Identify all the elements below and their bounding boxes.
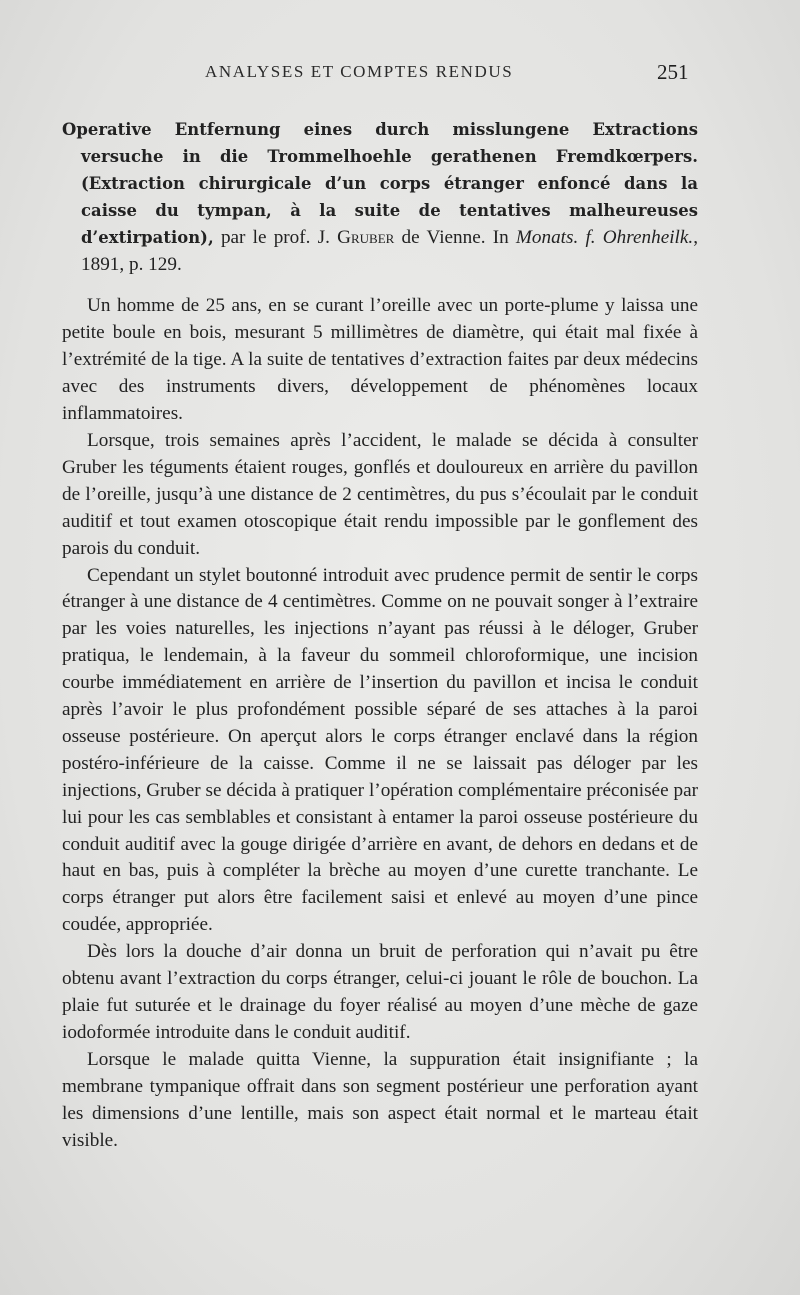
page-number: 251 (657, 60, 689, 84)
paragraph-2: Lorsque, trois semaines après l’accident, le malade se décida à consulter Gruber les téguments étaient rouges, gonflés et douloureux en arrière du pavillon de l’oreille, jusqu’à une distance de 2 centimètres, du pus s’écoulait par le conduit auditif et tout examen otoscopique était rendu impossible par le gonflement des parois du conduit. (62, 429, 698, 559)
paragraph-4: Dès lors la douche d’air donna un bruit de perforation qui n’avait pu être obtenu avant l’extraction du corps étranger, celui-ci jouant le rôle de bouchon. La plaie fut suturée et le drainage du foyer réalisé au moyen d’une mèche de gaze iodoformée introduite dans le conduit auditif. (62, 941, 698, 1043)
author-name: Gruber (337, 226, 395, 248)
running-title: ANALYSES ET COMPTES RENDUS (205, 62, 514, 81)
paragraph-3: Cependant un stylet boutonné introduit avec prudence permit de sentir le corps étranger à une distance de 4 centimètres. Comme on ne pouvait songer à l’extraire par les voies naturelles, les injections n’ayant pas réussi à le déloger, Gruber pratiqua, le lendemain, à la faveur du sommeil chloroformique, une incision courbe immédiatement en arrière de l’insertion du pavillon et incisa le conduit après l’avoir le plus profondément possible séparé de ses attaches à la paroi osseuse postérieure. On aperçut alors le corps étranger enclavé dans la région postéro-inférieure de la caisse. Comme il ne se laissait pas déloger par les injections, Gruber se décida à pratiquer l’opération complémentaire préconisée par lui pour les cas semblables et consistant à entamer la paroi osseuse postérieure du conduit auditif avec la gouge dirigée d’arrière en avant, de dehors en dedans et de haut en bas, puis à compléter la brèche au moyen d’une curette tranchante. Le corps étranger put alors être facilement saisi et enlevé au moyen d’une pince coudée, appropriée. (62, 564, 698, 936)
article-body (62, 117, 698, 1154)
bibliographic-entry (62, 117, 698, 278)
entry-place: de Vienne. In (394, 226, 516, 248)
running-head (0, 60, 800, 90)
german-title: Operative Entfernung eines durch misslungene Extractions versuche in die Trommelhoehle gerathenen Fremdkœrpers. (62, 120, 698, 166)
french-title: (Extraction chirurgicale d’un corps étranger enfoncé dans la caisse du tympan, à la suite de tentatives malheureuses d’extirpation), (81, 173, 698, 247)
entry-by: par le prof. J. (213, 226, 338, 248)
entry-citation: , 1891, p. 129. (81, 226, 699, 275)
paragraph-5: Lorsque le malade quitta Vienne, la suppuration était insignifiante ; la membrane tympanique offrait dans son segment postérieur une perforation ayant les dimensions d’une lentille, mais son aspect était normal et le marteau était visible. (62, 1048, 698, 1151)
journal-title: Monats. f. Ohrenheilk. (515, 226, 694, 248)
paragraph-1: Un homme de 25 ans, en se curant l’oreille avec un porte-plume y laissa une petite boule en bois, mesurant 5 millimètres de diamètre, qui était mal fixée à l’extrémité de la tige. A la suite de tentatives d’extraction faites par deux médecins avec des instruments divers, développement de phénomènes locaux inflammatoires. (62, 295, 698, 425)
